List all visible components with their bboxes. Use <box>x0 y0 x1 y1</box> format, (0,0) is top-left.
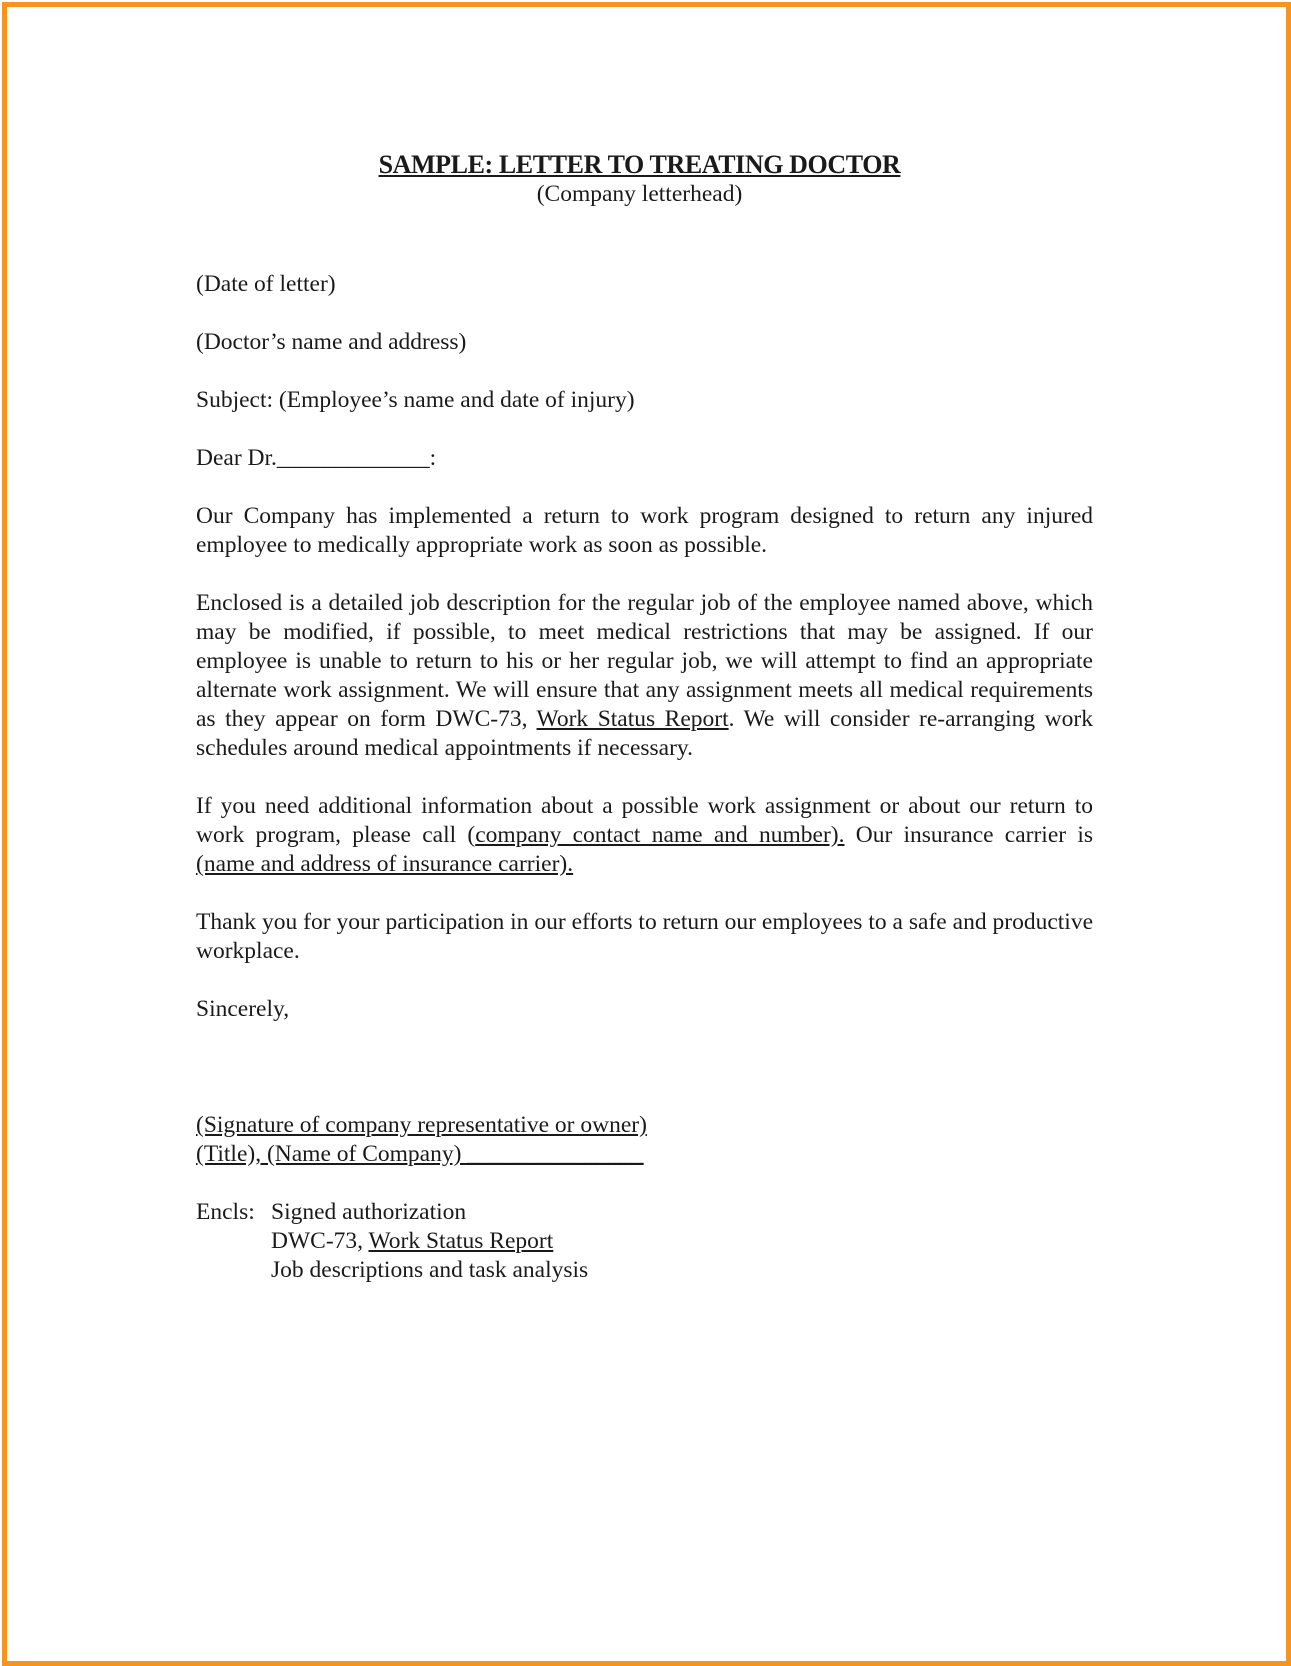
signature-placeholder: (Signature of company representative or owner) <box>196 1112 647 1138</box>
work-status-report-link: Work Status Report <box>536 706 729 732</box>
letterhead-placeholder: (Company letterhead) <box>536 181 743 207</box>
paragraph-program: Our Company has implemented a return to work program designed to return any injured employee to medically appropriate work as soon as possible. <box>196 503 1093 558</box>
closing: Sincerely, <box>196 996 290 1022</box>
paragraph-contact <box>196 792 1093 879</box>
company-contact-placeholder: company contact name and number). <box>475 822 845 848</box>
letter-header <box>191 150 1088 208</box>
date-line: (Date of letter) <box>196 271 336 297</box>
work-status-report-link: Work Status Report <box>368 1228 554 1254</box>
enclosures <box>196 1198 1093 1285</box>
list-item: Signed authorization <box>271 1199 467 1225</box>
paragraph-text: . We will consider re-arranging work schedules around medical appointments if necessary. <box>196 706 1093 761</box>
enclosure-list <box>271 1198 588 1285</box>
paragraph-text: Our insurance carrier is <box>844 822 1094 848</box>
paragraph-text: Enclosed is a detailed job description for the regular job of the employee named above, which may be modified, if possible, to meet medical restrictions that may be assigned. If our employee is unable to return to his or her regular job, we will attempt to find an appropriate alternate work assignment. We will ensure that any assignment meets all medical requirements as they appear on form DWC-73, <box>196 590 1093 732</box>
paragraph-job-description <box>196 589 1093 763</box>
list-item: Job descriptions and task analysis <box>271 1257 589 1283</box>
page-title: SAMPLE: LETTER TO TREATING DOCTOR <box>378 150 901 179</box>
letter-body <box>196 150 1093 1285</box>
subject-line: Subject: (Employee’s name and date of injury) <box>196 387 635 413</box>
paragraph-thanks: Thank you for your participation in our efforts to return our employees to a safe and productive workplace. <box>196 909 1093 964</box>
list-item <box>271 1227 588 1256</box>
list-item-text: DWC-73, <box>271 1228 369 1254</box>
title-company-placeholder: (Title), (Name of Company) _______________ <box>196 1141 644 1167</box>
insurance-carrier-placeholder: (name and address of insurance carrier). <box>196 851 574 877</box>
doctor-address-line: (Doctor’s name and address) <box>196 329 467 355</box>
paragraph-text: If you need additional information about a possible work assignment or about our return to work program, please call ( <box>196 793 1093 848</box>
enclosures-label: Encls: <box>196 1199 255 1225</box>
salutation: Dear Dr._____________: <box>196 445 437 471</box>
